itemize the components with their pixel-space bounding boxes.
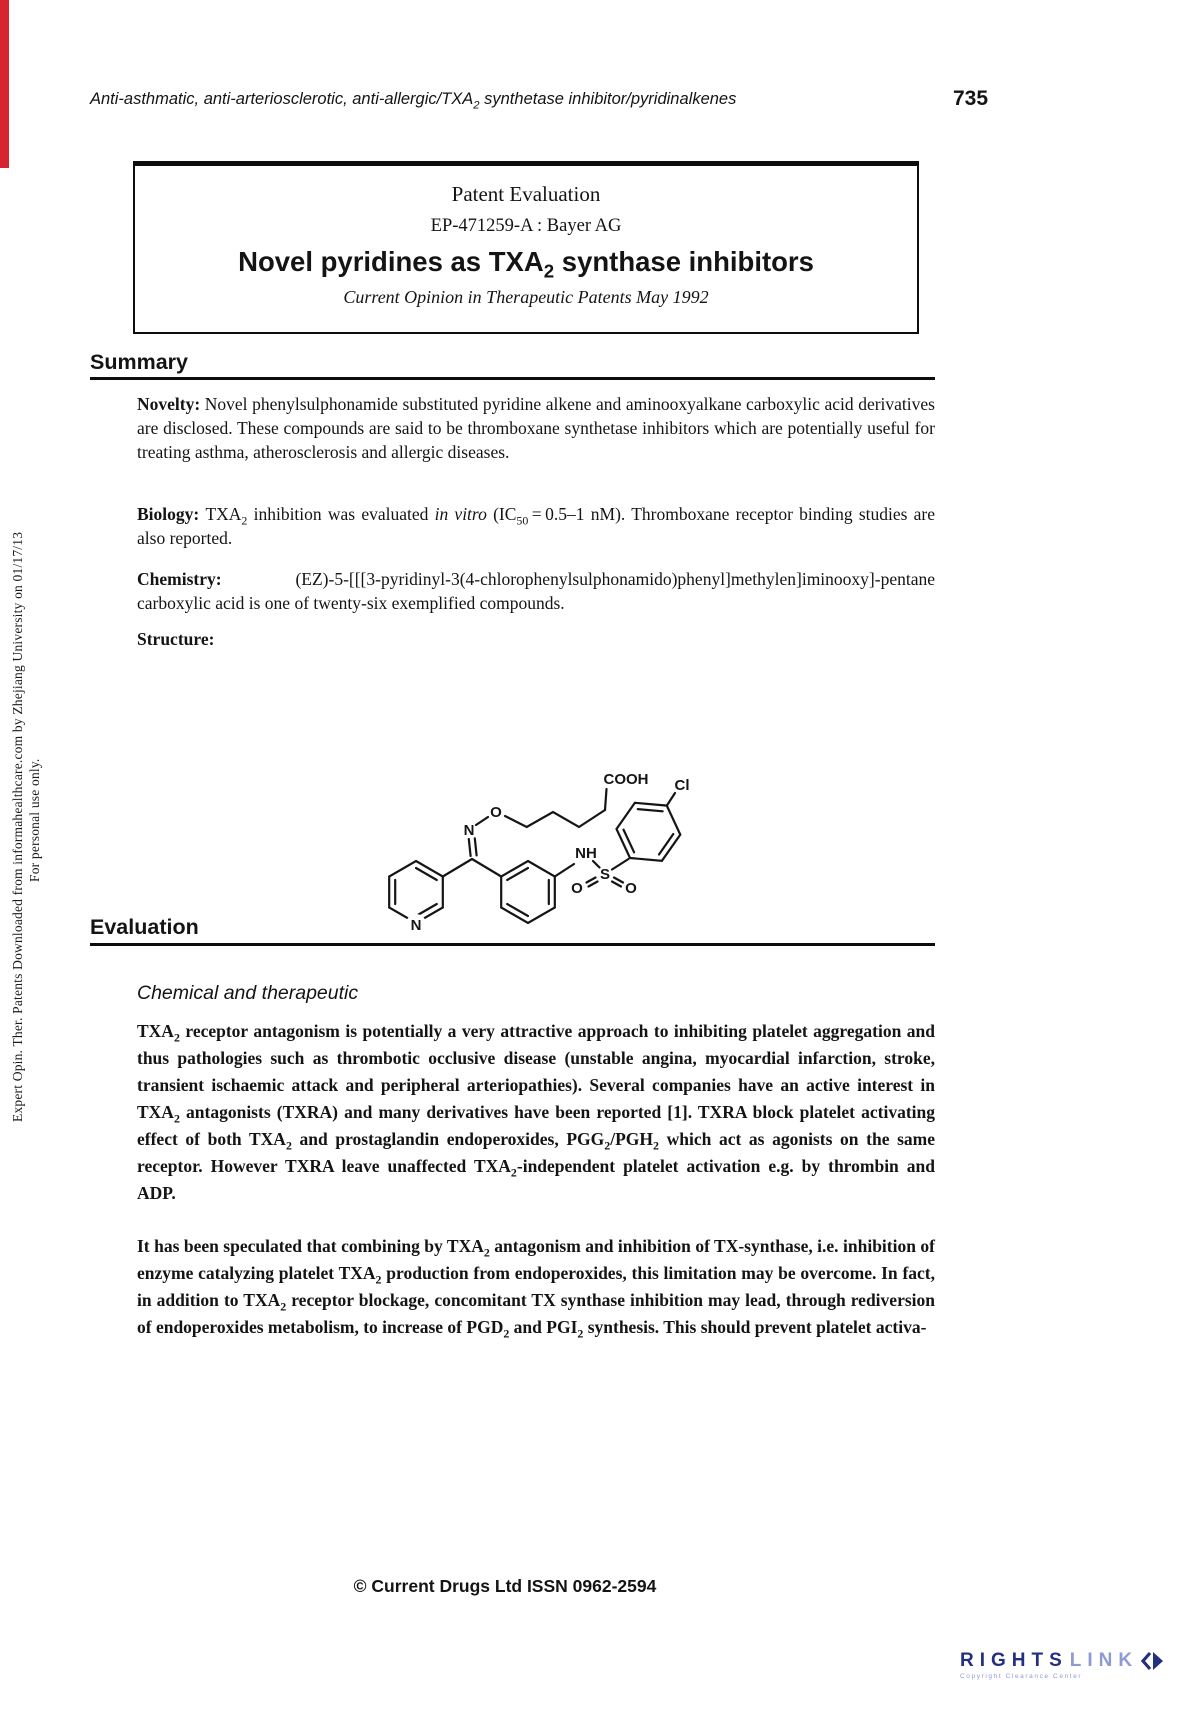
- section-heading-summary: Summary: [90, 350, 188, 374]
- personal-use-line: For personal use only.: [27, 758, 42, 882]
- rightslink-tagline: Copyright Clearance Center: [960, 1673, 1083, 1680]
- atom-s: S: [599, 866, 611, 883]
- chlorophenyl-ring: [617, 803, 681, 861]
- patent-reference: EP-471259-A : Bayer AG: [430, 216, 622, 236]
- atom-o-left: O: [571, 880, 583, 897]
- journal-line: Current Opinion in Therapeutic Patents May 1992: [343, 287, 709, 307]
- section-heading-evaluation: Evaluation: [90, 915, 199, 939]
- pentane-chain: [505, 810, 605, 827]
- oxime-double-bond: [469, 838, 477, 856]
- atom-nh: NH: [575, 845, 597, 862]
- rightslink-rights-text: RIGHTS: [960, 1650, 1068, 1671]
- paragraph-biology: Biology: $TXA_2$ inhibition was evaluated in vitro ($IC_{50} = 0.5-1$ nM). Thromboxane receptor binding studies are also reported.: [137, 504, 936, 548]
- download-stamp-line: Expert Opin. Ther. Patents Downloaded from informahealthcare.com by Zhejiang University on 01/17/13: [10, 531, 25, 1122]
- page-number: 735: [953, 87, 989, 110]
- paragraph-novelty: Novelty: Novel phenylsulphonamide substituted pyridine alkene and aminooxyalkane carboxylic acid derivatives are disclosed. These compounds are said to be thromboxane synthetase inhibitors which are potentially useful for treating asthma, atherosclerosis and allergic diseases.: [137, 394, 935, 462]
- chemical-structure: [368, 740, 708, 945]
- paper-title: Novel pyridines as $TXA_2$ synthase inhibitors: [238, 246, 814, 282]
- atom-cl: Cl: [674, 777, 690, 794]
- subheading-chemical-therapeutic: Chemical and therapeutic: [137, 982, 359, 1004]
- paragraph-chemistry: Chemistry: (EZ)-5-[[[3-pyridinyl-3(4-chlorophenylsulphonamido)phenyl]methylen]iminooxy]-pentane carboxylic acid is one of twenty-six exemplified compounds.: [137, 569, 935, 613]
- paragraph-evaluation-1: $TXA_2$ receptor antagonism is potentially a very attractive approach to inhibiting platelet aggregation and thus pathologies such as thrombotic occlusive disease (unstable angina, myocardial infarction, stroke, transient ischaemic attack and peripheral arteriopathies). Several companies have an active interest in $TXA_2$ antagonists (TXRA) and many derivatives have been reported [1]. TXRA block platelet activating effect of both $TXA_2$ and prostaglandin endoperoxides, $PGG_2/PGH_2$ which act as agonists on the same receptor. However TXRA leave unaffected $TXA_2$-independent platelet activation e.g. by thrombin and ADP.: [137, 1021, 936, 1203]
- evaluation-rule: [90, 943, 935, 946]
- atom-o-right: O: [625, 880, 637, 897]
- atom-n-oxime: N: [463, 822, 475, 839]
- summary-rule: [90, 377, 935, 380]
- kicker-patent-evaluation: Patent Evaluation: [451, 182, 601, 206]
- copyright-issn-line: © Current Drugs Ltd ISSN 0962-2594: [353, 1576, 657, 1596]
- scan-artifact-red-strip: [0, 0, 9, 168]
- atom-n-pyridine: N: [410, 917, 422, 934]
- atom-o-ether: O: [490, 804, 502, 821]
- title-box: [133, 161, 919, 334]
- pyridine-ring: [389, 861, 443, 923]
- structure-label: Structure:: [137, 629, 215, 649]
- running-head: Anti-asthmatic, anti-arteriosclerotic, anti-$allergic/TXA_2$ synthetase inhibitor/pyridinalkenes: [90, 90, 737, 112]
- phenyl-ring: [501, 861, 555, 923]
- rightslink-logo: [960, 1650, 1196, 1680]
- rightslink-link-text: LINK: [1069, 1650, 1139, 1671]
- bond-skeleton: [389, 789, 680, 923]
- cooh-label: COOH: [603, 771, 649, 788]
- paragraph-evaluation-2: It has been speculated that combining by $TXA_2$ antagonism and inhibition of TX-synthase, i.e. inhibition of enzyme catalyzing platelet $TXA_2$ production from endoperoxides, this limitation may be overcome. In fact, in addition to $TXA_2$ receptor blockage, concomitant TX synthase inhibition may lead, through rediversion of endoperoxides metabolism, to increase of $PGD_2$ and $PGI_2$ synthesis. This should prevent platelet activa-: [137, 1236, 935, 1341]
- rightslink-arrow-icon: [1139, 1650, 1165, 1672]
